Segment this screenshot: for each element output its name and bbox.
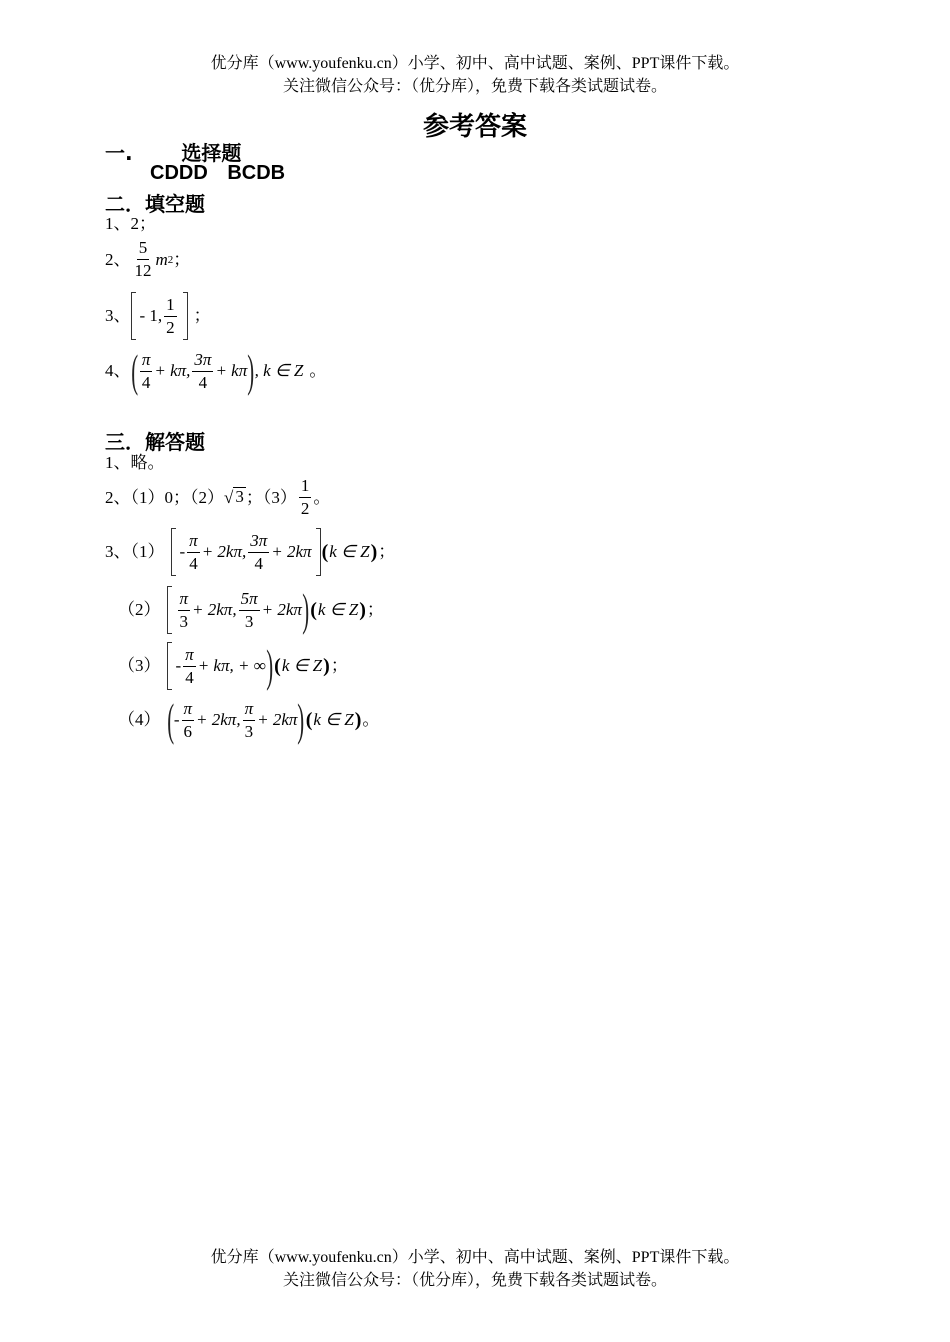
solve-q3-label: 3、（1） (105, 542, 165, 561)
condition: k ∈ Z (329, 542, 370, 561)
part2-math (167, 586, 367, 634)
term: + kπ, + ∞ (197, 656, 266, 675)
sign: - (173, 710, 180, 729)
denominator: 4 (141, 372, 151, 392)
fraction (248, 531, 269, 574)
fill-q1: 1、2； (105, 214, 156, 233)
left-bracket (167, 586, 172, 634)
denominator: 4 (254, 553, 264, 573)
term: + kπ (215, 361, 248, 380)
fraction (239, 589, 260, 632)
fraction (299, 476, 312, 519)
condition: k ∈ Z (317, 600, 359, 619)
punct: 。 (309, 361, 327, 380)
numerator: 1 (299, 476, 312, 498)
part2-label: （2） (118, 600, 161, 619)
solve-q3-part4 (118, 694, 380, 745)
fill-q3 (105, 292, 211, 340)
left-bracket (171, 528, 176, 576)
term: + 2kπ (261, 600, 302, 619)
page-title: 参考答案 (422, 112, 527, 142)
denominator: 12 (134, 261, 152, 280)
fraction (192, 350, 213, 393)
numerator: π (187, 531, 200, 553)
fraction (133, 238, 154, 281)
left-paren: ( (274, 655, 281, 677)
right-bracket (183, 292, 188, 340)
punct: ； (378, 542, 396, 561)
numerator: 1 (164, 295, 177, 317)
denominator: 2 (166, 317, 175, 337)
left-bracket (131, 292, 136, 340)
section-choice-heading: 一. 选择题 (105, 141, 242, 165)
left-bracket (167, 642, 172, 690)
fill-q2-math (131, 238, 174, 281)
numerator: π (140, 350, 153, 372)
solve-q2-mid: ；（3） (245, 487, 297, 507)
section-solve-heading: 三．解答题 (105, 430, 205, 454)
punct: ； (366, 600, 384, 619)
fill-q4 (105, 345, 327, 396)
part4-math (166, 694, 363, 745)
radicand: 3 (235, 486, 244, 506)
numerator: π (178, 589, 191, 611)
fraction (178, 589, 191, 632)
right-paren: ) (354, 709, 362, 731)
solve-q2-label: 2、（1）0；（2） (105, 487, 224, 507)
exponent: 2 (167, 253, 174, 266)
term: + 2kπ (257, 710, 298, 729)
fill-q4-label: 4、 (105, 361, 131, 380)
left-paren: ( (130, 345, 138, 396)
denominator: 4 (198, 372, 208, 392)
denominator: 4 (189, 553, 198, 573)
solve-q3-part1 (105, 528, 395, 576)
part1-math (171, 528, 379, 576)
term: + 2kπ, (201, 542, 247, 561)
fraction (164, 295, 177, 338)
part4-label: （4） (118, 710, 161, 729)
right-bracket (316, 528, 321, 576)
header-line-1: 优分库（www.youfenku.cn）小学、初中、高中试题、案例、PPT课件下载。 (210, 55, 740, 72)
numerator: 3π (192, 350, 213, 372)
denominator: 3 (244, 721, 254, 741)
section-fill-heading: 二．填空题 (105, 192, 205, 216)
fraction (183, 645, 196, 688)
right-paren: ) (247, 345, 255, 396)
punct: ； (173, 249, 191, 269)
sign: - (179, 542, 186, 561)
fraction (140, 350, 153, 393)
solve-q2 (105, 476, 330, 519)
numerator: 3π (248, 531, 269, 553)
fraction (182, 699, 195, 742)
part3-label: （3） (118, 656, 161, 675)
punct: 。 (362, 710, 380, 729)
right-paren: ) (370, 541, 378, 563)
term: + 2kπ, (196, 710, 241, 729)
punct: ； (193, 306, 211, 325)
left-paren: ( (321, 541, 329, 563)
solve-q3-part2 (118, 586, 384, 634)
solve-q1: 1、略。 (105, 453, 165, 472)
numerator: π (183, 645, 196, 667)
right-paren: ) (297, 694, 305, 745)
left-paren: ( (310, 599, 317, 621)
numerator: π (182, 699, 195, 721)
condition: k ∈ Z (313, 710, 354, 729)
denominator: 3 (244, 611, 254, 631)
sign: - (175, 656, 182, 675)
term: + 2kπ, (192, 600, 237, 619)
fill-q3-label: 3、 (105, 306, 131, 325)
right-paren: ) (266, 640, 273, 691)
choice-answers: CDDD BCDB (150, 162, 286, 184)
right-paren: ) (359, 599, 366, 621)
radical-icon: √ (224, 487, 234, 507)
interval-left: - 1, (139, 306, 163, 325)
footer-line-2: 关注微信公众号：（优分库），免费下载各类试题试卷。 (282, 1272, 667, 1289)
fill-q4-math (130, 345, 304, 396)
variable: m (155, 249, 168, 269)
punct: 。 (313, 487, 331, 507)
footer-line-1: 优分库（www.youfenku.cn）小学、初中、高中试题、案例、PPT课件下载。 (210, 1249, 740, 1266)
left-paren: ( (166, 694, 174, 745)
fill-q2-label: 2、 (105, 249, 131, 269)
condition: k ∈ Z (281, 656, 323, 675)
denominator: 4 (185, 667, 194, 687)
term: + 2kπ (271, 542, 312, 561)
left-paren: ( (305, 709, 313, 731)
solve-q3-part3 (118, 642, 348, 690)
condition: , k ∈ Z (254, 361, 304, 380)
header-line-2: 关注微信公众号：（优分库），免费下载各类试题试卷。 (282, 78, 667, 95)
part3-math (167, 642, 331, 690)
denominator: 3 (179, 611, 189, 631)
numerator: 5π (239, 589, 260, 611)
term: + kπ, (154, 361, 191, 380)
sqrt-expression (224, 487, 246, 509)
numerator: 5 (137, 238, 150, 260)
fraction (243, 699, 256, 742)
fill-q2 (105, 238, 190, 281)
right-paren: ) (302, 584, 310, 635)
fraction (187, 531, 200, 574)
right-paren: ) (323, 655, 330, 677)
fill-q3-math (131, 292, 188, 340)
denominator: 2 (300, 499, 310, 518)
fraction-wrap (297, 476, 314, 519)
numerator: π (243, 699, 256, 721)
denominator: 6 (183, 721, 193, 741)
punct: ； (330, 656, 348, 675)
